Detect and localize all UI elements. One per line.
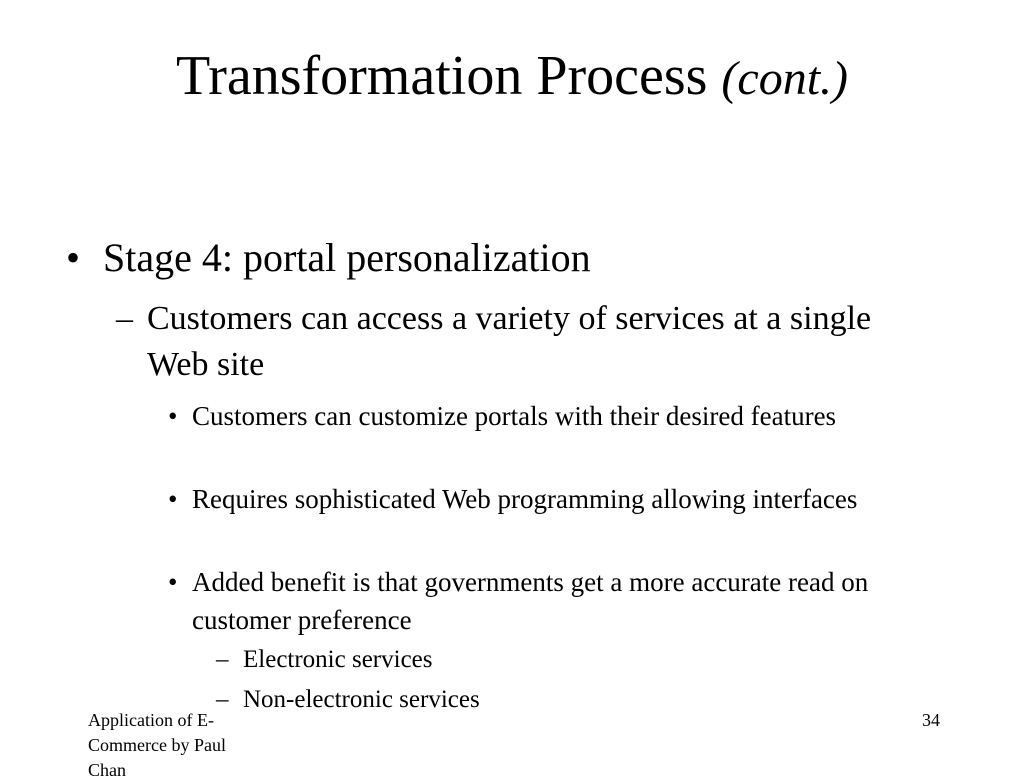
level4-bullet-non-electronic bbox=[216, 681, 816, 719]
level4-bullet-text: Electronic services bbox=[243, 646, 433, 673]
dash-marker: – bbox=[216, 686, 229, 713]
bullet-stage-4 bbox=[66, 234, 966, 282]
bullet-marker: • bbox=[168, 484, 178, 514]
title-suffix: (cont.) bbox=[721, 52, 849, 105]
sub-sub-bullet-text: Customers can customize portals with their desired features bbox=[192, 401, 837, 431]
bullet-marker: • bbox=[66, 235, 81, 280]
sub-sub-bullet-text: Added benefit is that governments get a more accurate read on customer preference bbox=[192, 567, 869, 635]
sub-sub-bullet-text: Requires sophisticated Web programming allowing interfaces bbox=[192, 484, 858, 514]
level4-bullet-text: Non-electronic services bbox=[243, 686, 480, 713]
bullet-marker: • bbox=[168, 567, 178, 597]
dash-marker: – bbox=[216, 646, 229, 673]
slide-title bbox=[0, 40, 1024, 115]
page-number: 34 bbox=[922, 710, 940, 730]
footer-credit: Application of E-Commerce by Paul Chan bbox=[88, 710, 226, 780]
dash-marker: – bbox=[116, 300, 133, 337]
sub-sub-bullet-web-programming bbox=[168, 480, 958, 518]
sub-bullet-text: Customers can access a variety of services at a single Web site bbox=[147, 300, 872, 383]
bullet-marker: • bbox=[168, 401, 178, 431]
bullet-text: Stage 4: portal personalization bbox=[103, 235, 591, 280]
sub-bullet-access-services bbox=[116, 296, 906, 388]
sub-sub-bullet-customize-portals bbox=[168, 397, 958, 435]
level4-bullet-electronic bbox=[216, 641, 816, 679]
title-text: Transformation Process bbox=[175, 45, 708, 107]
sub-sub-bullet-added-benefit bbox=[168, 563, 958, 639]
